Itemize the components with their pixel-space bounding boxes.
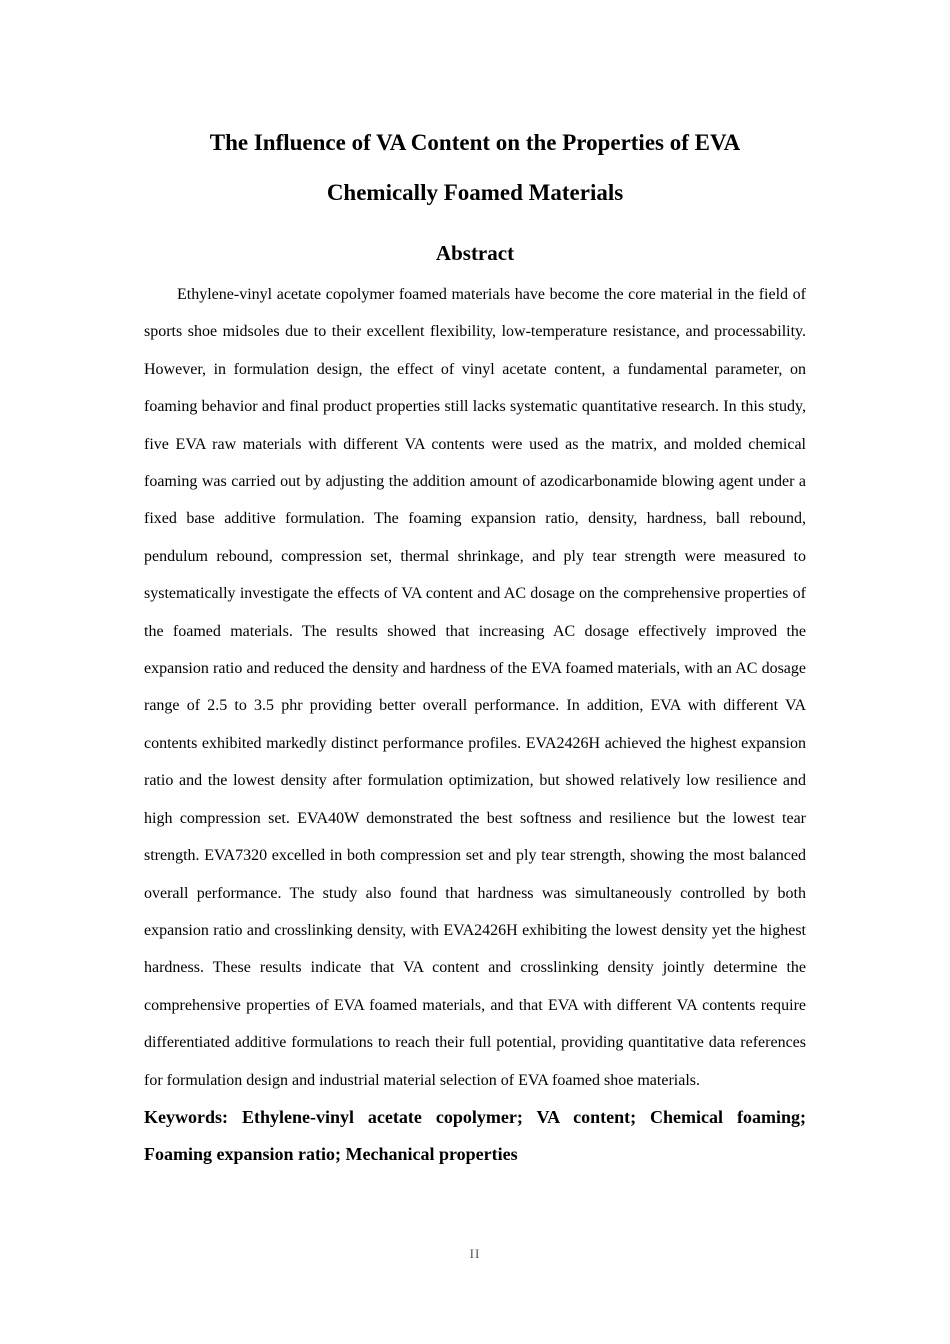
keywords: Keywords: Ethylene-vinyl acetate copolymer; VA content; Chemical foaming; Foaming expansion ratio; Mechanical properties [144,1106,806,1164]
document-page [144,118,806,1173]
page-number: II [469,1246,481,1261]
abstract-heading: Abstract [435,241,515,265]
title-line-2: Chemically Foamed Materials [326,180,624,205]
abstract-paragraph: Ethylene-vinyl acetate copolymer foamed materials have become the core material in the field of sports shoe midsoles due to their excellent flexibility, low-temperature resistance, and processability. However, in formulation design, the effect of vinyl acetate content, a fundamental parameter, on foaming behavior and final product properties still lacks systematic quantitative research. In this study, five EVA raw materials with different VA contents were used as the matrix, and molded chemical foaming was carried out by adjusting the addition amount of azodicarbonamide blowing agent under a fixed base additive formulation. The foaming expansion ratio, density, hardness, ball rebound, pendulum rebound, compression set, thermal shrinkage, and ply tear strength were measured to systematically investigate the effects of VA content and AC dosage on the comprehensive properties of the foamed materials. The results showed that increasing AC dosage effectively improved the expansion ratio and reduced the density and hardness of the EVA foamed materials, with an AC dosage range of 2.5 to 3.5 phr providing better overall performance. In addition, EVA with different VA contents exhibited markedly distinct performance profiles. EVA2426H achieved the highest expansion ratio and the lowest density after formulation optimization, but showed relatively low resilience and high compression set. EVA40W demonstrated the best softness and resilience but the lowest tear strength. EVA7320 excelled in both compression set and ply tear strength, showing the most balanced overall performance. The study also found that hardness was simultaneously controlled by both expansion ratio and crosslinking density, with EVA2426H exhibiting the lowest density yet the highest hardness. These results indicate that VA content and crosslinking density jointly determine the comprehensive properties of EVA foamed materials, and that EVA with different VA contents require differentiated additive formulations to reach their full potential, providing quantitative data references for formulation design and industrial material selection of EVA foamed shoe materials. [144,286,806,1089]
title-line-1: The Influence of VA Content on the Properties of EVA [209,130,741,155]
